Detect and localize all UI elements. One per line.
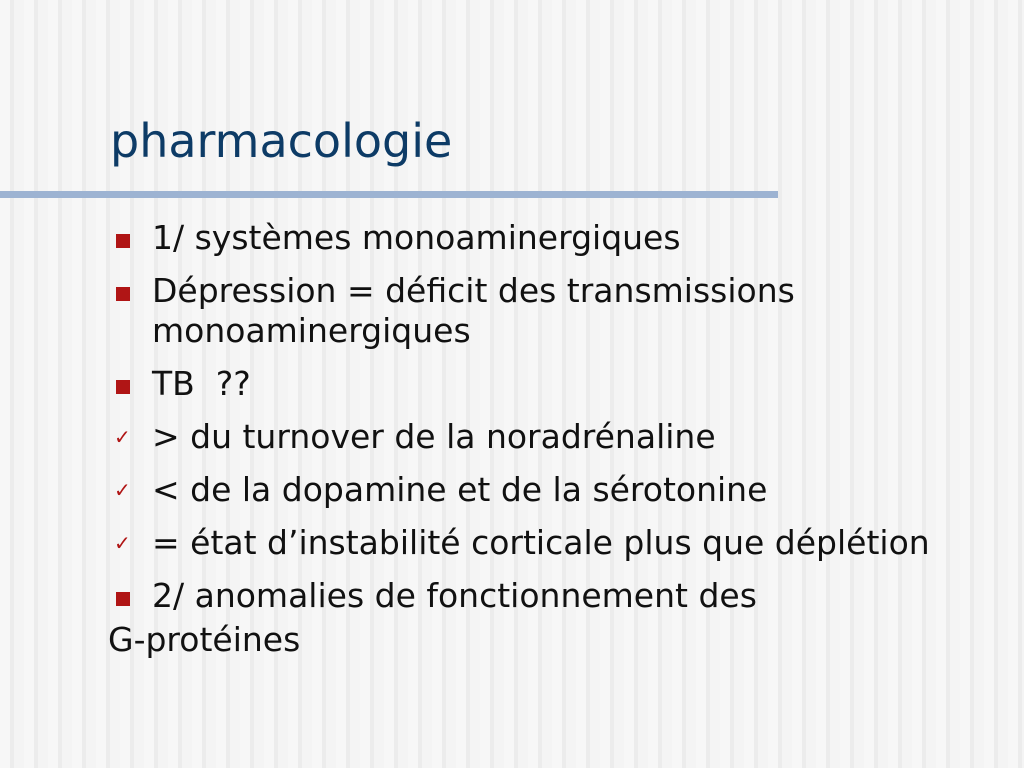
square-bullet-icon [116,234,130,248]
square-bullet-icon [116,592,130,606]
list-item-text: = état d’instabilité corticale plus que déplétion [152,523,930,562]
list-item [112,470,992,510]
list-item [112,364,992,404]
list-item-continuation [108,620,992,660]
bullet-list [108,218,992,660]
check-icon: ✓ [114,425,131,449]
list-item [112,417,992,457]
list-item [112,576,992,616]
square-bullet-icon [116,380,130,394]
list-item-text: G-protéines [108,620,301,659]
square-bullet-icon [116,287,130,301]
list-item [112,218,992,258]
title-underline [0,191,778,198]
list-item [112,523,992,563]
list-item-text: < de la dopamine et de la sérotonine [152,470,768,509]
list-item-text: > du turnover de la noradrénaline [152,417,716,456]
list-item [112,271,992,351]
slide-title: pharmacologie [110,114,453,168]
list-item-text: TB ?? [152,364,251,403]
check-icon: ✓ [114,478,131,502]
list-item-text: 1/ systèmes monoaminergiques [152,218,681,257]
check-icon: ✓ [114,531,131,555]
list-item-text: Dépression = déficit des transmissions monoaminergiques [152,271,795,350]
list-item-text: 2/ anomalies de fonctionnement des [152,576,757,615]
